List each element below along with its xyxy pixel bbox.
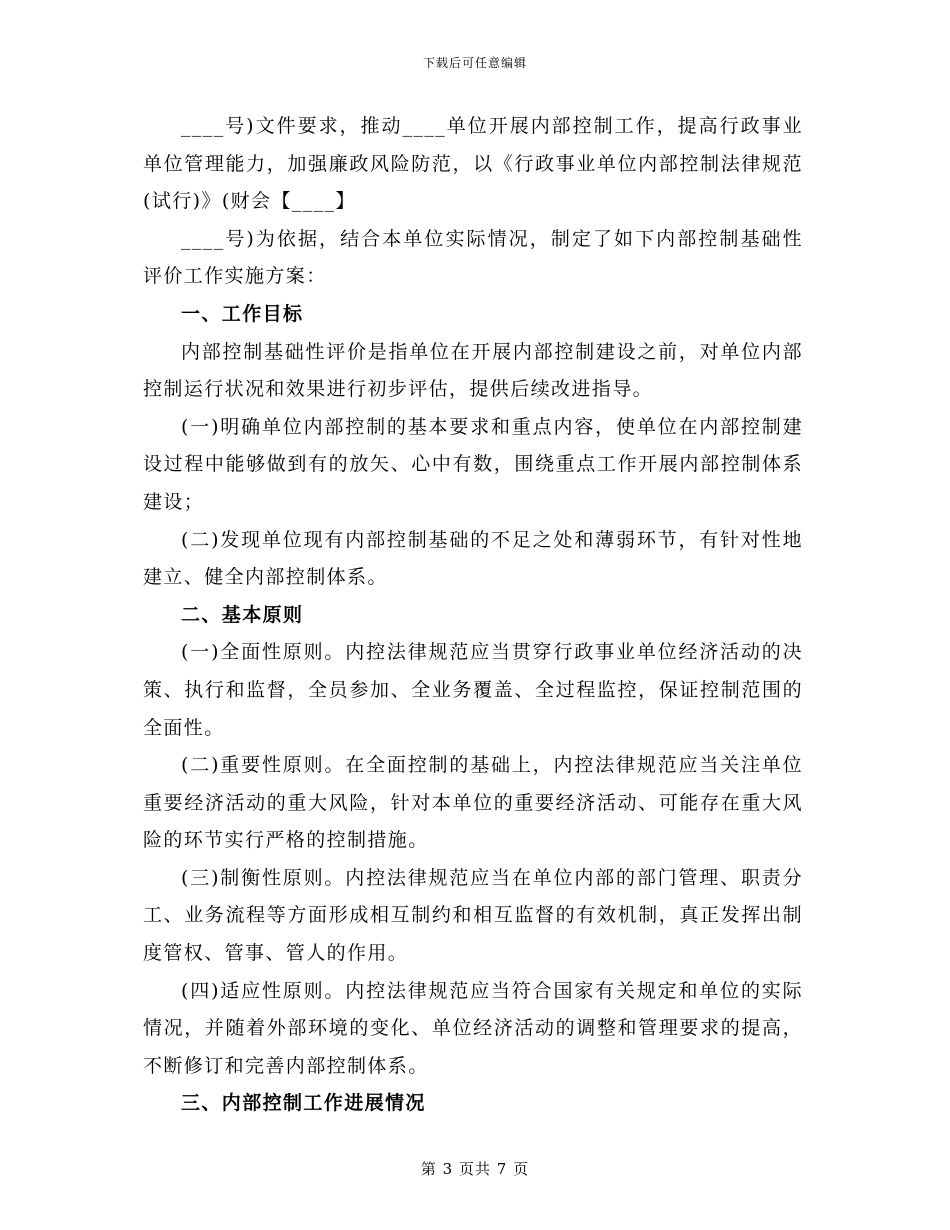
document-body: [143, 108, 803, 1123]
paragraph: ____号)文件要求，推动____单位开展内部控制工作，提高行政事业单位管理能力，加强廉政风险防范，以《行政事业单位内部控制法律规范(试行)》(财会【____】: [143, 115, 803, 213]
section-heading: 三、内部控制工作进展情况: [181, 1092, 426, 1115]
section-heading: 二、基本原则: [181, 603, 304, 626]
paragraph: ____号)为依据，结合本单位实际情况，制定了如下内部控制基础性评价工作实施方案：: [143, 227, 803, 288]
paragraph: (三)制衡性原则。内控法律规范应当在单位内部的部门管理、职责分工、业务流程等方面形成相互制约和相互监督的有效机制，真正发挥出制度管权、管事、管人的作用。: [143, 866, 803, 965]
page-header: 下载后可任意编辑: [422, 56, 527, 70]
paragraph: 内部控制基础性评价是指单位在开展内部控制建设之前，对单位内部控制运行状况和效果进行初步评估，提供后续改进指导。: [143, 340, 803, 401]
paragraph: (二)重要性原则。在全面控制的基础上，内控法律规范应当关注单位重要经济活动的重大风险，针对本单位的重要经济活动、可能存在重大风险的环节实行严格的控制措施。: [143, 754, 803, 852]
paragraph: (二)发现单位现有内部控制基础的不足之处和薄弱环节，有针对性地建立、健全内部控制体系。: [143, 528, 803, 589]
section-heading: 一、工作目标: [181, 302, 304, 325]
paragraph: (四)适应性原则。内控法律规范应当符合国家有关规定和单位的实际情况，并随着外部环境的变化、单位经济活动的调整和管理要求的提高，不断修订和完善内部控制体系。: [143, 979, 803, 1077]
page-footer: 第 3 页共 7 页: [420, 1160, 530, 1178]
paragraph: (一)全面性原则。内控法律规范应当贯穿行政事业单位经济活动的决策、执行和监督，全员参加、全业务覆盖、全过程监控，保证控制范围的全面性。: [143, 641, 803, 739]
paragraph: (一)明确单位内部控制的基本要求和重点内容，使单位在内部控制建设过程中能够做到有的放矢、心中有数，围绕重点工作开展内部控制体系建设；: [143, 415, 803, 513]
